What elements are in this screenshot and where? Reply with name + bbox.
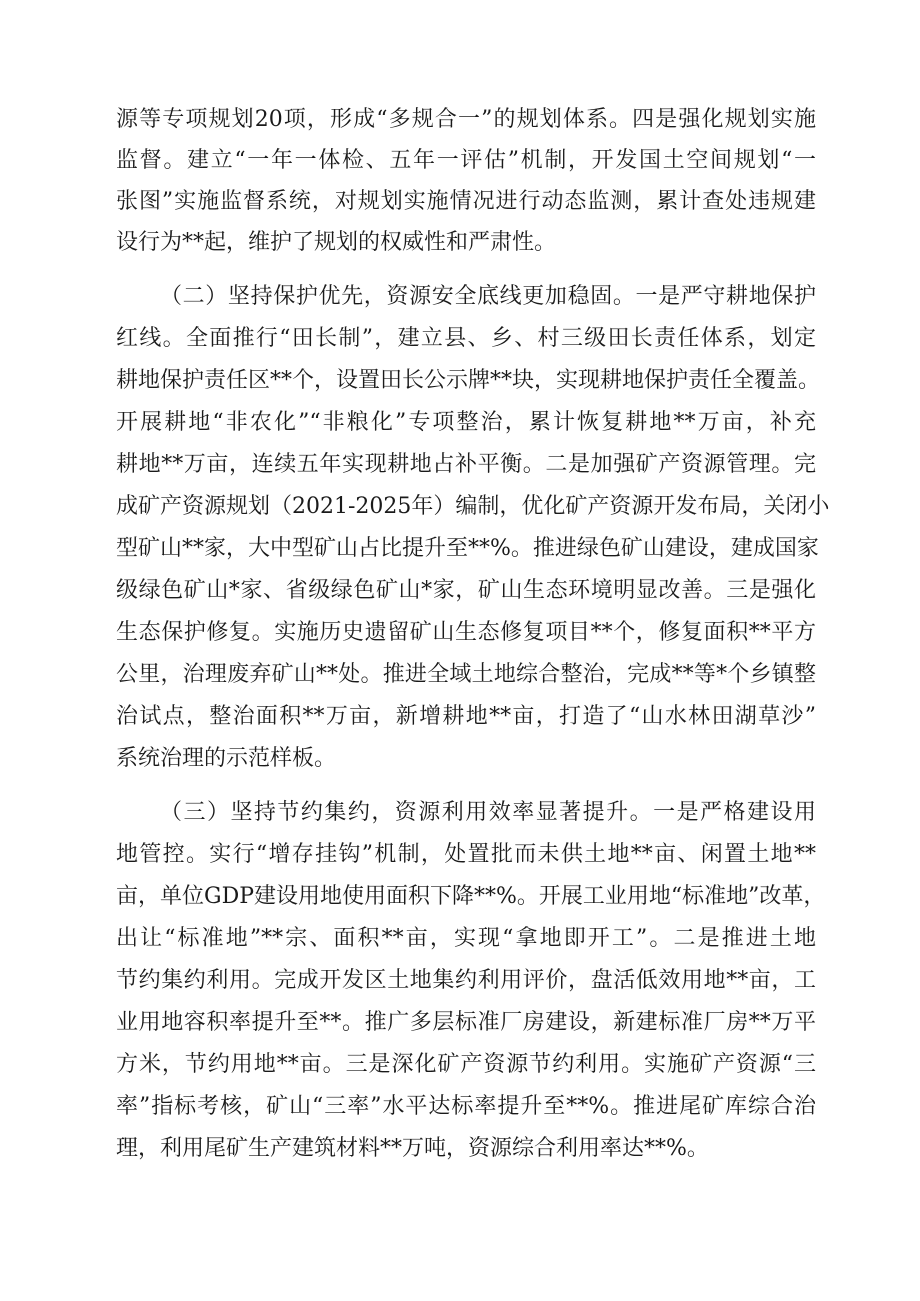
- text-line: 红线。全面推行“田长制”，建立县、乡、村三级田长责任体系，划定: [116, 326, 816, 351]
- text-line: 耕地保护责任区**个，设置田长公示牌**块，实现耕地保护责任全覆盖。: [116, 368, 821, 393]
- text-line: 生态保护修复。实施历史遗留矿山生态修复项目**个，修复面积**平方: [116, 620, 816, 645]
- text-line: 监督。建立“一年一体检、五年一评估”机制，开发国土空间规划“一: [116, 148, 816, 173]
- text-line: 成矿产资源规划（2021-2025年）编制，优化矿产资源开发布局，关闭小: [116, 494, 830, 519]
- text-line: 理，利用尾矿生产建筑材料**万吨，资源综合利用率达**%。: [116, 1136, 709, 1161]
- text-line: 率”指标考核，矿山“三率”水平达标率提升至**%。推进尾矿库综合治: [116, 1094, 816, 1119]
- text-line: 方米，节约用地**亩。三是深化矿产资源节约利用。实施矿产资源“三: [116, 1052, 816, 1077]
- text-line: 张图”实施监督系统，对规划实施情况进行动态监测，累计查处违规建: [116, 189, 816, 214]
- text-line: 开展耕地“非农化”“非粮化”专项整治，累计恢复耕地**万亩，补充: [116, 410, 816, 435]
- text-line: 耕地**万亩，连续五年实现耕地占补平衡。二是加强矿产资源管理。完: [116, 452, 816, 477]
- text-line: 公里，治理废弃矿山**处。推进全域土地综合整治，完成**等*个乡镇整: [116, 662, 816, 687]
- text-line: 源等专项规划20项，形成“多规合一”的规划体系。四是强化规划实施: [116, 107, 816, 132]
- text-line: 亩，单位GDP建设用地使用面积下降**%。开展工业用地“标准地”改革，: [116, 884, 826, 909]
- section-heading-line: （二）坚持保护优先，资源安全底线更加稳固。一是严守耕地保护: [160, 284, 816, 309]
- text-line: 系统治理的示范样板。: [116, 746, 337, 771]
- text-line: 出让“标准地”**宗、面积**亩，实现“拿地即开工”。二是推进土地: [116, 926, 816, 951]
- text-line: 设行为**起，维护了规划的权威性和严肃性。: [116, 230, 557, 255]
- text-line: 业用地容积率提升至**。推广多层标准厂房建设，新建标准厂房**万平: [116, 1010, 816, 1035]
- section-heading-line: （三）坚持节约集约，资源利用效率显著提升。一是严格建设用: [160, 800, 816, 825]
- text-line: 级绿色矿山*家、省级绿色矿山*家，矿山生态环境明显改善。三是强化: [116, 578, 816, 603]
- text-line: 地管控。实行“增存挂钩”机制，处置批而未供土地**亩、闲置土地**: [116, 842, 816, 867]
- text-line: 治试点，整治面积**万亩，新增耕地**亩，打造了“山水林田湖草沙”: [116, 704, 816, 729]
- text-line: 节约集约利用。完成开发区土地集约利用评价，盘活低效用地**亩，工: [116, 968, 816, 993]
- text-line: 型矿山**家，大中型矿山占比提升至**%。推进绿色矿山建设，建成国家: [116, 536, 819, 561]
